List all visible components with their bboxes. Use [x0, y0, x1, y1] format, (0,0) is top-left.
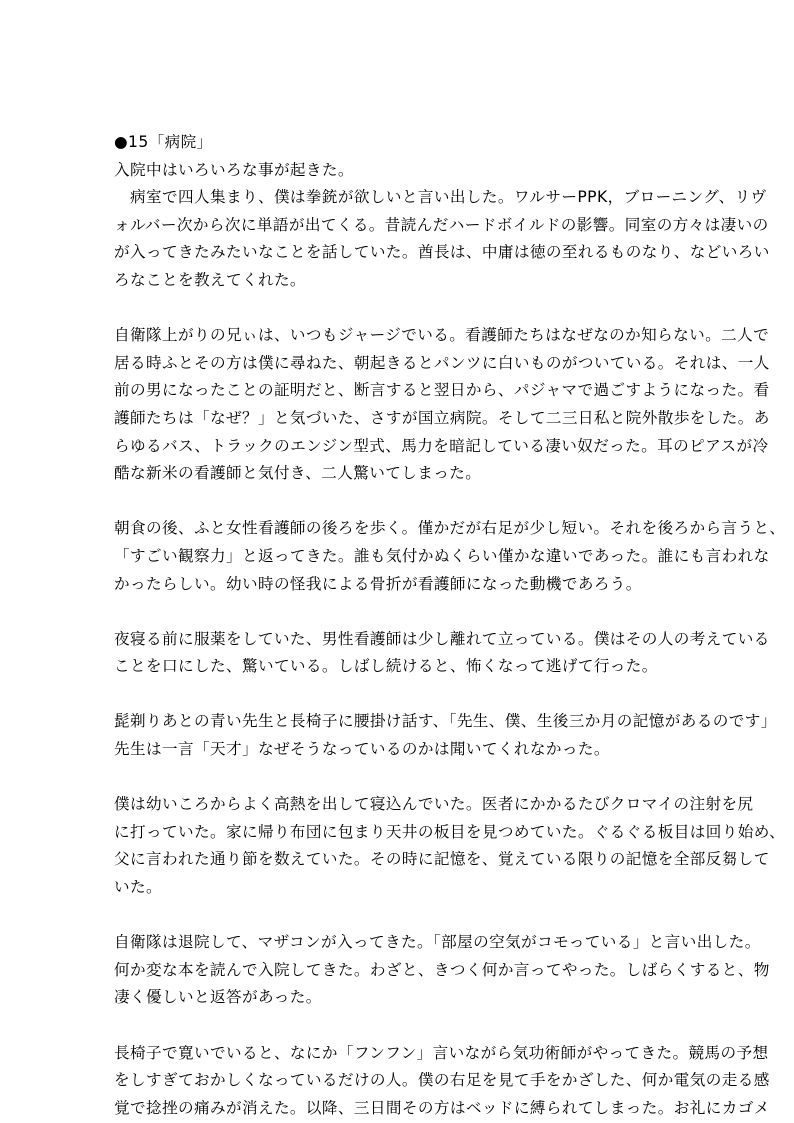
paragraph — [114, 626, 770, 681]
paragraph-gap — [114, 902, 686, 930]
text-line: 凄く優しいと返答があった。 — [114, 988, 322, 1007]
paragraph-gap — [114, 1012, 686, 1040]
text-line: 髭剃りあとの青い先生と長椅子に腰掛け話す、「先生、僕、生後三か月の記憶があるのです」 — [114, 712, 777, 731]
text-line: 病室で四人集まり、僕は拳銃が欲しいと言い出した。ワルサーPPK，ブローニング、リヴ — [114, 188, 767, 207]
text-line: 先生は一言「天才」なぜそうなっているのかは聞いてくれなかった。 — [114, 740, 610, 759]
text-line: 長椅子で寛いでいると、なにか「フンフン」言いながら気功術師がやってきた。競馬の予想 — [114, 1043, 769, 1062]
text-line: ろなことを教えてくれた。 — [114, 270, 306, 289]
text-line: 父に言われた通り節を数えていた。その時に記憶を、覚えている限りの記憶を全部反芻して — [114, 850, 770, 869]
text-line: 自衛隊は退院して、マザコンが入ってきた。「部屋の空気がコモっている」と言い出した。 — [114, 933, 761, 952]
text-line: 覚で捻挫の痛みが消えた。以降、三日間その方はベッドに縛られてしまった。お礼にカゴメ — [114, 1098, 770, 1117]
paragraph — [114, 515, 786, 598]
text-line: が入ってきたみたいなことを話していた。酋長は、中庸は徳の至れるものなり、などいろい — [114, 243, 770, 262]
text-line: らゆるバス、トラックのエンジン型式、馬力を暗記している凄い奴だった。耳のピアスが冷 — [114, 436, 769, 455]
text-line: 「すごい観察力」と返ってきた。誰も気付かぬくらい僅かな違いであった。誰にも言われな — [114, 546, 770, 565]
paragraph — [114, 791, 786, 901]
text-line: かったらしい。幼い時の怪我による骨折が看護師になった動機であろう。 — [114, 574, 642, 593]
text-line: 朝食の後、ふと女性看護師の後ろを歩く。僅かだが右足が少し短い。それを後ろから言うと、 — [114, 519, 786, 538]
text-line: 何か変な本を読んで入院してきた。わざと、きつく何か言ってやった。しばらくすると、物 — [114, 960, 770, 979]
text-line: をしすぎておかしくなっているだけの人。僕の右足を見て手をかざした、何か電気の走る感 — [114, 1071, 770, 1090]
text-line: ォルバー次から次に単語が出てくる。昔読んだハードボイルドの影響。同室の方々は凄いの — [114, 215, 769, 234]
paragraph-gap — [114, 295, 686, 323]
paragraph — [114, 322, 770, 488]
text-line: に打っていた。家に帰り布団に包まり天井の板目を見つめていた。ぐるぐる板目は回り始め、 — [114, 822, 786, 841]
paragraph — [114, 157, 770, 295]
text-line: いた。 — [114, 878, 162, 897]
paragraph — [114, 1040, 770, 1123]
text-line: 護師たちは「なぜ？」と気づいた、さすが国立病院。そして二三日私と院外散歩をした。あ — [114, 408, 770, 427]
paragraph-gap — [114, 598, 686, 626]
paragraph-gap — [114, 488, 686, 516]
section-heading: ●15「病院」 — [114, 133, 213, 151]
text-line: ことを口にした、驚いている。しばし続けると、怖くなって逃げて行った。 — [114, 657, 658, 676]
text-line: 居る時ふとその方は僕に尋ねた、朝起きるとパンツに白いものがついている。それは、一人 — [114, 353, 770, 372]
document-body — [114, 129, 786, 1122]
paragraph — [114, 929, 770, 1012]
text-line: 自衛隊上がりの兄ぃは、いつもジャージでいる。看護師たちはなぜなのか知らない。二人で — [114, 326, 770, 345]
text-line: 前の男になったことの証明だと、断言すると翌日から、パジャマで過ごすようになった。看 — [114, 381, 770, 400]
paragraph-gap — [114, 764, 686, 792]
paragraph-gap — [114, 681, 686, 709]
text-line: 夜寝る前に服薬をしていた、男性看護師は少し離れて立っている。僕はその人の考えている — [114, 629, 770, 648]
text-line: 僕は幼いころからよく高熱を出して寝込んでいた。医者にかかるたびクロマイの注射を尻 — [114, 795, 754, 814]
text-line: 酷な新米の看護師と気付き、二人驚いてしまった。 — [114, 464, 482, 483]
text-line: 入院中はいろいろな事が起きた。 — [114, 160, 354, 179]
paragraph — [114, 708, 777, 763]
